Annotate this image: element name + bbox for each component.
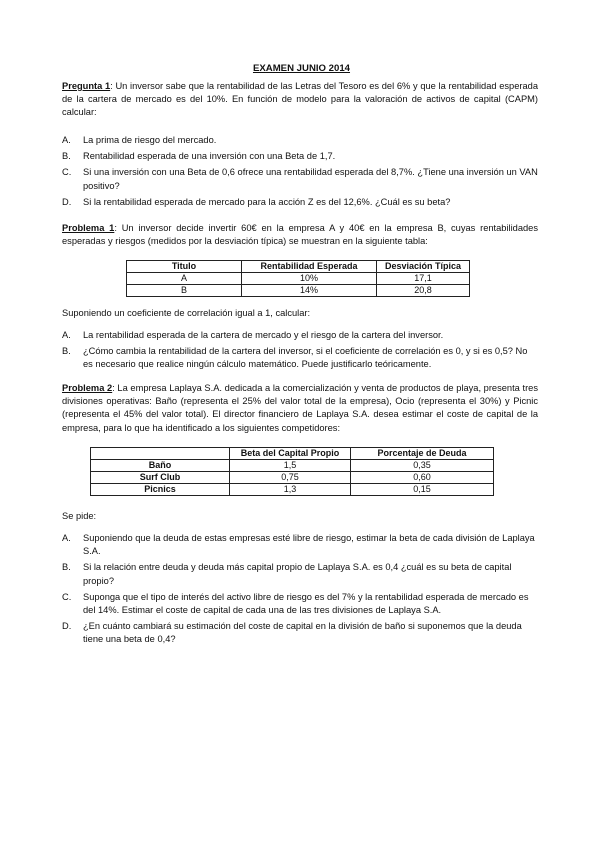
list-item: B. Rentabilidad esperada de una inversión con una Beta de 1,7.: [62, 151, 336, 162]
problema-1-after-table: Suponiendo un coeficiente de correlación igual a 1, calcular:: [62, 308, 311, 318]
problema-1-section: [62, 222, 538, 248]
list-item: B. ¿Cómo cambia la rentabilidad de la cartera del inversor, si el coeficiente de correlación es 0, y si es 0,5? No es necesario que realice ningún cálculo matemático. Puede justificarlo teóricamente.: [62, 346, 528, 370]
list-item: C. Si una inversión con una Beta de 0,6 ofrece una rentabilidad esperada del 8,7%. ¿Tiene una inversión un VAN positivo?: [62, 167, 538, 191]
table-header-row: Beta del Capital Propio Porcentaje de Deuda: [91, 448, 494, 460]
list-item: C. Suponga que el tipo de interés del activo libre de riesgo es del 7% y la rentabilidad esperada de mercado es del 14%. Estimar el coste de capital de cada una de las tres divisiones de Laplaya S.A.: [62, 591, 529, 615]
problema-2-list: [62, 532, 538, 650]
list-item: D. ¿En cuánto cambiará su estimación del coste de capital en la división de baño si suponemos que la deuda tiene una beta de 0,4?: [62, 621, 522, 645]
list-item: A. Suponiendo que la deuda de estas empresas esté libre de riesgo, estimar la beta de cada división de Laplaya S.A.: [62, 533, 535, 557]
list-item: A. La prima de riesgo del mercado.: [62, 135, 217, 145]
pregunta-1-section: [62, 80, 538, 120]
problema-2-section: [62, 382, 538, 435]
exam-title: EXAMEN JUNIO 2014: [252, 63, 351, 74]
pregunta-1-label: Pregunta 1: [62, 81, 111, 91]
problema-2-label: Problema 2: [62, 383, 113, 393]
problema-1-table: [126, 260, 470, 297]
list-item: A. La rentabilidad esperada de la cartera de mercado y el riesgo de la cartera del inversor.: [62, 330, 444, 340]
problema-1-intro: Problema 1: Un inversor decide invertir 60€ en la empresa A y 40€ en la empresa B, cuyas rentabilidades esperadas y riesgos (medidos por la desviación típica) se muestran en la siguiente tabla:: [62, 223, 538, 247]
problema-2-table: [90, 447, 494, 496]
pregunta-1-list: [62, 134, 538, 212]
table-row: A 10% 17,1: [127, 273, 470, 285]
table-row: Baño 1,5 0,35: [91, 460, 494, 472]
problema-2-after-table: Se pide:: [62, 511, 97, 521]
problema-1-label: Problema 1: [62, 223, 115, 233]
problema-2-intro: Problema 2: La empresa Laplaya S.A. dedicada a la comercialización y venta de productos de playa, presenta tres divisiones operativas: Baño (representa el 25% del valor total de la empresa), Ocio (representa el 30%) y Picnic (representa el 45% del valor total). El director financiero de Laplaya S.A. desea estimar el coste de capital de la empresa, para lo que ha identificado a los siguientes competidores:: [62, 383, 538, 433]
problema-1-list: [62, 329, 538, 375]
table-row: Surf Club 0,75 0,60: [91, 472, 494, 484]
pregunta-1-intro: Pregunta 1: Un inversor sabe que la rentabilidad de las Letras del Tesoro es del 6% y que la rentabilidad esperada de la cartera de mercado es del 10%. En función de modelo para la valoración de activos de capital (CAPM) calcular:: [62, 81, 539, 118]
list-item: D. Si la rentabilidad esperada de mercado para la acción Z es del 12,6%. ¿Cuál es su beta?: [62, 196, 451, 207]
table-row: Picnics 1,3 0,15: [91, 484, 494, 496]
table-row: B 14% 20,8: [127, 285, 470, 297]
table-header-row: Titulo Rentabilidad Esperada Desviación Típica: [127, 261, 470, 273]
list-item: B. Si la relación entre deuda y deuda más capital propio de Laplaya S.A. es 0,4 ¿cuál es su beta de capital propio?: [62, 562, 512, 586]
